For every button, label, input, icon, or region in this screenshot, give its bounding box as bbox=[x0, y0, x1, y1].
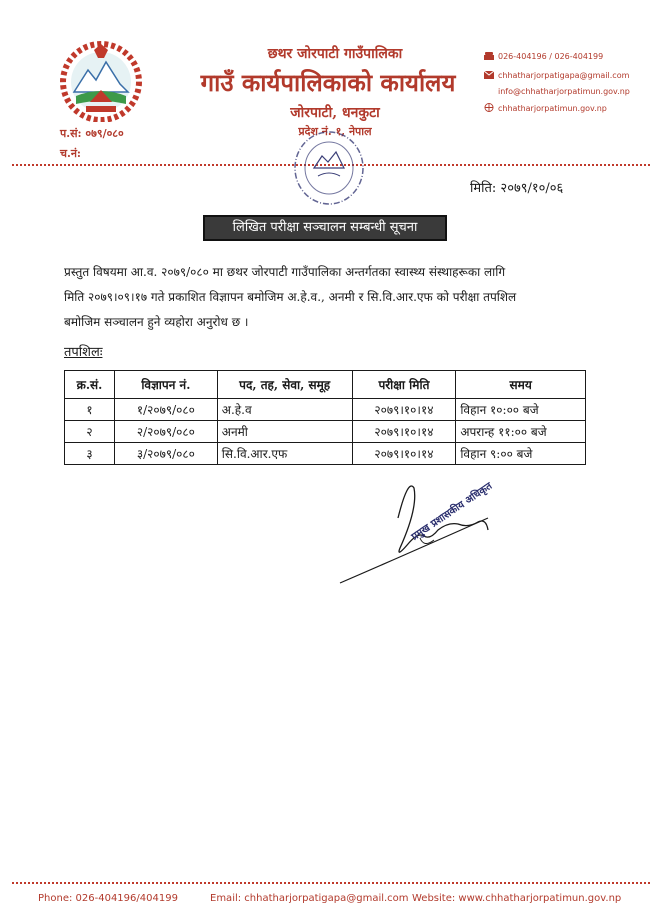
footer-phone: Phone: 026-404196/404199 bbox=[38, 893, 178, 904]
signatory-title: प्रमुख प्रशासकीय अधिकृत bbox=[409, 480, 495, 543]
column-header-ad-number: विज्ञापन नं. bbox=[114, 371, 217, 399]
contact-phone bbox=[484, 52, 603, 61]
reference-number: प.सं: ०७९/०८० bbox=[60, 127, 124, 140]
table-row bbox=[65, 399, 586, 421]
office-seal-stamp bbox=[292, 128, 366, 206]
dispatch-number: च.नं: bbox=[60, 147, 81, 160]
cell-ad-number: ३/२०७९/०८० bbox=[114, 443, 217, 465]
office-name: गाउँ कार्यपालिकाको कार्यालय bbox=[200, 68, 456, 97]
address: जोरपाटी, धनकुटा bbox=[290, 105, 380, 121]
column-header-time: समय bbox=[456, 371, 586, 399]
column-header-post: पद, तह, सेवा, समूह bbox=[217, 371, 352, 399]
details-label: तपशिलः bbox=[64, 345, 103, 360]
cell-time: विहान १०:०० बजे bbox=[456, 399, 586, 421]
cell-ad-number: २/२०७९/०८० bbox=[114, 421, 217, 443]
phone-icon bbox=[484, 52, 494, 60]
website-text: chhatharjorpatimun.gov.np bbox=[498, 104, 607, 113]
email-icon bbox=[484, 71, 494, 79]
column-header-exam-date: परीक्षा मिति bbox=[352, 371, 456, 399]
cell-exam-date: २०७९।१०।१४ bbox=[352, 421, 456, 443]
contact-website bbox=[484, 103, 607, 113]
municipality-name: छथर जोरपाटी गाउँपालिका bbox=[267, 46, 403, 62]
table-header-row bbox=[65, 371, 586, 399]
notice-title: लिखित परीक्षा सञ्चालन सम्बन्धी सूचना bbox=[203, 215, 447, 241]
column-header-serial: क्र.सं. bbox=[65, 371, 115, 399]
notice-body bbox=[64, 260, 604, 335]
contact-email-1 bbox=[484, 71, 629, 80]
cell-exam-date: २०७९।१०।१४ bbox=[352, 399, 456, 421]
phone-text: 026-404196 / 026-404199 bbox=[498, 52, 604, 61]
cell-time: अपरान्ह ११:०० बजे bbox=[456, 421, 586, 443]
cell-serial: २ bbox=[65, 421, 115, 443]
notice-date: मिति: २०७९/१०/०६ bbox=[470, 181, 564, 196]
globe-icon bbox=[484, 103, 494, 111]
footer-divider bbox=[12, 882, 650, 884]
handwritten-signature bbox=[338, 478, 538, 588]
cell-post: अ.हे.व bbox=[217, 399, 352, 421]
email-text-1: chhatharjorpatigapa@gmail.com bbox=[498, 71, 630, 80]
table-row bbox=[65, 443, 586, 465]
cell-time: विहान ९:०० बजे bbox=[456, 443, 586, 465]
body-line: मिति २०७९।०९।१७ गते प्रकाशित विज्ञापन बमोजिम अ.हे.व., अनमी र सि.वि.आर.एफ को परीक्षा तपशिल bbox=[64, 290, 517, 304]
cell-ad-number: १/२०७९/०८० bbox=[114, 399, 217, 421]
cell-post: सि.वि.आर.एफ bbox=[217, 443, 352, 465]
cell-serial: १ bbox=[65, 399, 115, 421]
contact-email-2 bbox=[498, 87, 630, 96]
province: प्रदेश नं. १, नेपाल bbox=[298, 125, 372, 138]
table-row bbox=[65, 421, 586, 443]
footer-website: Website: www.chhatharjorpatimun.gov.np bbox=[412, 893, 622, 904]
footer-email: Email: chhatharjorpatigapa@gmail.com bbox=[210, 893, 409, 904]
cell-post: अनमी bbox=[217, 421, 352, 443]
email-text-2: info@chhatharjorpatimun.gov.np bbox=[498, 87, 630, 96]
body-line: प्रस्तुत विषयमा आ.व. २०७९/०८० मा छथर जोरपाटी गाउँपालिका अन्तर्गतका स्वास्थ्य संस्थाहरूका लागि bbox=[64, 265, 506, 279]
nepal-emblem-icon bbox=[60, 40, 142, 122]
cell-serial: ३ bbox=[65, 443, 115, 465]
body-line: बमोजिम सञ्चालन हुने व्यहोरा अनुरोध छ । bbox=[64, 315, 249, 329]
cell-exam-date: २०७९।१०।१४ bbox=[352, 443, 456, 465]
exam-schedule-table bbox=[64, 370, 586, 465]
